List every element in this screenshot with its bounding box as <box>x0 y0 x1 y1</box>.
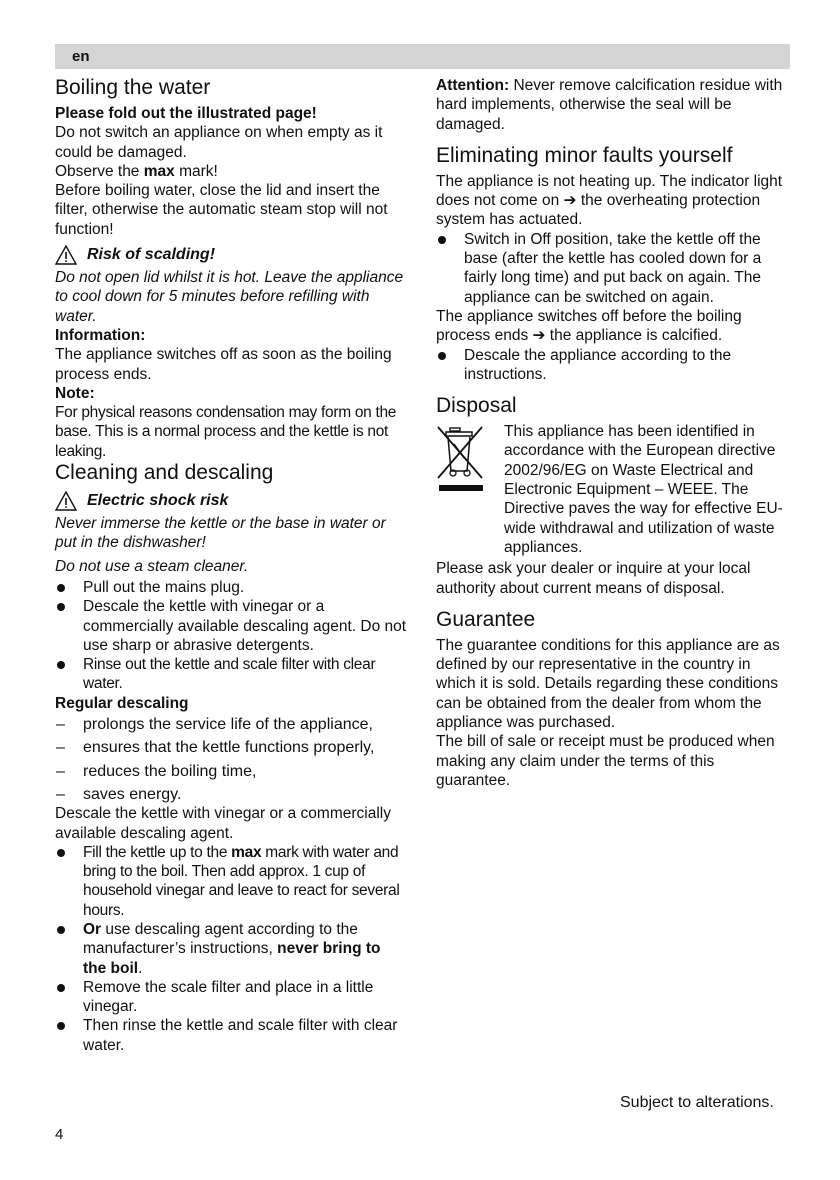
descaling-benefits-list <box>55 715 407 804</box>
subject-to-alterations-note: Subject to alterations. <box>620 1094 774 1111</box>
electric-shock-warning <box>55 491 407 511</box>
observe-max-text: Observe the max mark! <box>55 162 218 180</box>
fault-steps-list-2 <box>436 346 790 385</box>
right-arrow-glyph: ➔ <box>563 192 577 210</box>
warning-triangle-icon <box>55 491 77 511</box>
scalding-warning <box>55 245 407 265</box>
descale-intro-text: Descale the kettle with vinegar or a commercially available descaling agent. <box>55 805 391 842</box>
section-title-faults: Eliminating minor faults yourself <box>436 143 733 167</box>
information-text: The appliance switches off as soon as the boiling process ends. <box>55 346 392 383</box>
electric-shock-text: Never immerse the kettle or the base in water or put in the dishwasher! <box>55 515 386 552</box>
language-header-bar <box>55 44 790 69</box>
left-column <box>55 76 407 1055</box>
empty-warning-text: Do not switch an appliance on when empty as it could be damaged. <box>55 124 383 161</box>
page-number: 4 <box>55 1126 64 1143</box>
lid-filter-text: Before boiling water, close the lid and insert the filter, otherwise the automatic steam stop will not function! <box>55 182 388 238</box>
fault-not-heating-text: The appliance is not heating up. The indicator light does not come on ➔ the overheating protection system has actuated. <box>436 172 783 229</box>
list-item: Remove the scale filter and place in a little vinegar. <box>55 978 407 1017</box>
language-code: en <box>72 48 90 65</box>
section-title-guarantee: Guarantee <box>436 607 536 631</box>
disposal-advice-text: Please ask your dealer or inquire at your local authority about current means of disposal. <box>436 560 751 597</box>
weee-icon-wrap <box>436 422 504 557</box>
disposal-block <box>436 422 790 557</box>
note-text: For physical reasons condensation may form on the base. This is a normal process and the kettle is not leaking. <box>55 404 397 460</box>
steam-cleaner-text: Do not use a steam cleaner. <box>55 557 249 575</box>
guarantee-conditions-text: The guarantee conditions for this appliance are as defined by our representative in the country in which it is sold. Details regarding these conditions can be obtained from the dealer from whom the appliance was purchased. <box>436 636 780 732</box>
fault-steps-list <box>436 230 790 307</box>
list-item: Descale the kettle with vinegar or a commercially available descaling agent. Do not use sharp or abrasive detergents. <box>55 597 407 655</box>
list-item: Descale the appliance according to the instructions. <box>436 346 790 385</box>
list-item: Rinse out the kettle and scale filter with clear water. <box>55 655 407 694</box>
regular-descaling-label: Regular descaling <box>55 694 189 712</box>
list-item: – saves energy. <box>55 785 407 804</box>
guarantee-receipt-text: The bill of sale or receipt must be produced when making any claim under the terms of this guarantee. <box>436 733 775 789</box>
section-title-boiling: Boiling the water <box>55 76 211 99</box>
cleaning-steps-list <box>55 578 407 694</box>
descaling-steps-list <box>55 843 407 1055</box>
list-item: – prolongs the service life of the appliance, <box>55 715 407 734</box>
information-label: Information: <box>55 326 146 344</box>
scalding-text: Do not open lid whilst it is hot. Leave the appliance to cool down for 5 minutes before refilling with water. <box>55 269 404 325</box>
note-label: Note: <box>55 384 95 402</box>
attention-text: Attention: Never remove calcification residue with hard implements, otherwise the seal will be damaged. <box>436 77 783 133</box>
disposal-directive-text: This appliance has been identified in accordance with the European directive 2002/96/EG on Waste Electrical and Electronic Equipment – WEEE. The Directive paves the way for effective EU-wide withdrawal and utilization of waste appliances. <box>504 423 783 556</box>
fault-calcified-text: The appliance switches off before the boiling process ends ➔ the appliance is calcified. <box>436 307 742 345</box>
fold-out-notice: Please fold out the illustrated page! <box>55 105 317 122</box>
right-column <box>436 76 790 790</box>
list-item: Pull out the mains plug. <box>55 578 407 597</box>
warning-triangle-icon <box>55 245 77 265</box>
section-title-disposal: Disposal <box>436 394 517 418</box>
crossed-out-bin-icon <box>436 424 488 496</box>
list-item: Switch in Off position, take the kettle off the base (after the kettle has cooled down for a fairly long time) and put back on again. The appliance can be switched on again. <box>436 230 790 307</box>
list-item: Then rinse the kettle and scale filter with clear water. <box>55 1016 407 1055</box>
section-title-cleaning: Cleaning and descaling <box>55 461 274 485</box>
right-arrow-glyph: ➔ <box>532 327 546 345</box>
warning-title: Risk of scalding! <box>87 246 216 264</box>
list-item: Or use descaling agent according to the manufacturer’s instructions, never bring to the boil. <box>55 920 407 978</box>
warning-title: Electric shock risk <box>87 492 229 510</box>
list-item: – reduces the boiling time, <box>55 762 407 781</box>
list-item: Fill the kettle up to the max mark with water and bring to the boil. Then add approx. 1 cup of household vinegar and leave to react for several hours. <box>55 843 407 920</box>
list-item: – ensures that the kettle functions properly, <box>55 738 407 757</box>
